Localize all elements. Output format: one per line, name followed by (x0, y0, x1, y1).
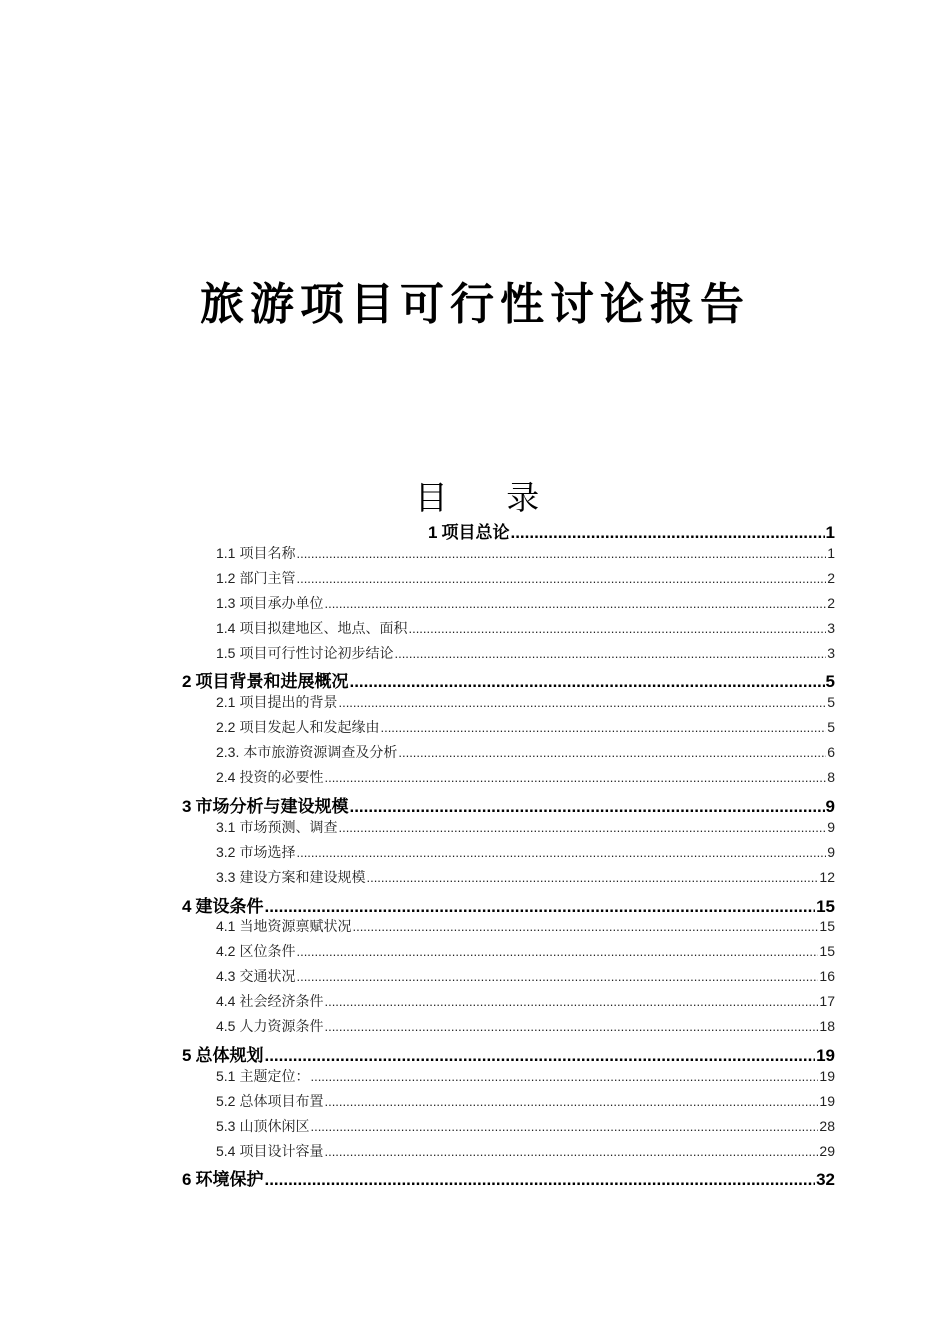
document-title: 旅游项目可行性讨论报告 (200, 279, 750, 330)
toc-section-entry[interactable] (216, 842, 835, 867)
toc-dot-leader (398, 745, 826, 760)
toc-page-number: 9 (827, 843, 835, 860)
toc-section-entry[interactable] (216, 1066, 835, 1091)
toc-entry-number: 1.4 (216, 619, 236, 636)
toc-entry-number: 4.4 (216, 993, 236, 1010)
toc-chapter-entry[interactable] (428, 518, 835, 543)
toc-page-number: 28 (819, 1117, 835, 1134)
toc-entry-title: 总体规划 (195, 1045, 264, 1065)
toc-dot-leader (296, 969, 818, 984)
toc-dot-leader (296, 571, 826, 586)
toc-entry-title: 交通状况 (239, 969, 296, 986)
toc-section-entry[interactable] (216, 568, 835, 593)
toc-section-entry[interactable] (216, 593, 835, 618)
toc-entry-number: 3.1 (216, 818, 236, 835)
toc-entry-number: 2.4 (216, 769, 236, 785)
toc-section-entry[interactable] (216, 1091, 835, 1116)
toc-entry-title: 投资的必要性 (239, 770, 324, 786)
toc-section-entry[interactable] (216, 1141, 835, 1166)
toc-entry-number: 5.3 (216, 1117, 236, 1134)
toc-section-entry[interactable] (216, 717, 835, 742)
toc-page-number: 19 (816, 1045, 835, 1065)
toc-entry-title: 市场分析与建设规模 (195, 796, 349, 816)
toc-dot-leader (394, 646, 826, 661)
toc-page-number: 9 (827, 818, 835, 835)
toc-entry-number: 4.3 (216, 968, 236, 985)
toc-page-number: 9 (825, 796, 835, 816)
toc-entry-number: 2 (182, 672, 192, 692)
toc-entry-title: 社会经济条件 (239, 994, 324, 1011)
toc-entry-title: 总体项目布置 (239, 1093, 324, 1110)
toc-dot-leader (349, 797, 824, 817)
toc-entry-title: 项目提出的背景 (239, 695, 338, 712)
toc-section-entry[interactable] (216, 941, 835, 966)
toc-dot-leader (324, 596, 826, 611)
toc-dot-leader (264, 897, 815, 917)
toc-section-entry[interactable] (216, 692, 835, 717)
toc-page-number: 1 (827, 544, 835, 561)
toc-chapter-entry[interactable] (182, 667, 835, 692)
toc-entry-number: 4.2 (216, 943, 236, 960)
toc-page-number: 5 (825, 672, 835, 692)
toc-dot-leader (264, 1170, 815, 1190)
toc-entry-title: 项目设计容量 (239, 1143, 324, 1160)
toc-page-number: 1 (825, 523, 835, 542)
toc-entry-number: 3.3 (216, 868, 236, 885)
toc-dot-leader (366, 870, 818, 885)
toc-section-entry[interactable] (216, 543, 835, 568)
toc-entry-number: 2.3. (216, 744, 240, 761)
toc-entry-title: 项目可行性讨论初步结论 (239, 645, 394, 662)
toc-entry-number: 5.4 (216, 1142, 236, 1159)
toc-section-entry[interactable] (216, 867, 835, 892)
toc-page-number: 6 (827, 744, 835, 761)
toc-chapter-entry[interactable] (182, 792, 835, 817)
toc-entry-number: 5.2 (216, 1092, 236, 1109)
toc-entry-number: 6 (182, 1170, 192, 1190)
toc-section-entry[interactable] (216, 618, 835, 643)
toc-page-number: 5 (827, 719, 835, 736)
toc-entry-number: 1.3 (216, 594, 236, 611)
toc-entry-title: 本市旅游资源调查及分析 (243, 745, 398, 762)
toc-entry-number: 2.1 (216, 694, 236, 711)
toc-entry-title: 山顶休闲区 (239, 1118, 310, 1135)
toc-entry-title: 区位条件 (239, 944, 296, 961)
toc-dot-leader (296, 845, 826, 860)
toc-page-number: 15 (819, 918, 835, 935)
toc-dot-leader (338, 820, 826, 835)
toc-dot-leader (324, 1144, 818, 1159)
toc-page-number: 8 (827, 769, 835, 785)
toc-heading: 目 录 (414, 478, 564, 517)
toc-entry-title: 环境保护 (195, 1170, 264, 1190)
toc-entry-number: 1.2 (216, 569, 236, 586)
toc-entry-number: 1.5 (216, 644, 236, 661)
toc-entry-title: 项目发起人和发起缘由 (239, 720, 380, 737)
toc-dot-leader (510, 523, 824, 543)
toc-section-entry[interactable] (216, 991, 835, 1016)
toc-page-number: 3 (827, 644, 835, 661)
toc-entry-title: 项目总论 (441, 523, 510, 542)
toc-entry-number: 5 (182, 1045, 192, 1065)
toc-page-number: 2 (827, 569, 835, 586)
toc-entry-number: 1 (428, 523, 438, 542)
toc-section-entry[interactable] (216, 1116, 835, 1141)
toc-dot-leader (324, 1019, 818, 1034)
toc-page-number: 3 (827, 619, 835, 636)
toc-entry-title: 项目拟建地区、地点、面积 (239, 620, 408, 637)
toc-chapter-entry[interactable] (182, 1165, 835, 1190)
toc-dot-leader (352, 919, 818, 934)
toc-section-entry[interactable] (216, 767, 835, 792)
toc-entry-title: 人力资源条件 (239, 1019, 324, 1035)
toc-entry-title: 项目承办单位 (239, 595, 324, 612)
toc-dot-leader (324, 770, 826, 785)
toc-page-number: 19 (819, 1092, 835, 1109)
toc-dot-leader (296, 944, 818, 959)
toc-section-entry[interactable] (216, 916, 835, 941)
toc-dot-leader (296, 546, 826, 561)
toc-entry-title: 部门主管 (239, 570, 296, 587)
toc-page-number: 17 (819, 993, 835, 1010)
toc-page-number: 15 (819, 943, 835, 960)
toc-entry-title: 市场预测、调查 (239, 819, 338, 836)
toc-page-number: 19 (819, 1067, 835, 1084)
toc-page-number: 12 (819, 868, 835, 885)
toc-dot-leader (349, 672, 824, 692)
toc-page-number: 15 (816, 896, 835, 916)
toc-dot-leader (264, 1046, 815, 1066)
toc-dot-leader (408, 621, 826, 636)
toc-page-number: 2 (827, 594, 835, 611)
toc-entry-number: 3.2 (216, 843, 236, 860)
toc-entry-number: 3 (182, 796, 192, 816)
toc-dot-leader (324, 1094, 818, 1109)
toc-entry-number: 1.1 (216, 544, 236, 561)
toc-entry-title: 项目背景和进展概况 (195, 672, 349, 692)
toc-entry-number: 4.5 (216, 1018, 236, 1034)
toc-entry-title: 建设条件 (195, 896, 264, 916)
toc-entry-title: 主题定位： (239, 1068, 310, 1085)
toc-section-entry[interactable] (216, 643, 835, 668)
toc-dot-leader (338, 695, 826, 710)
toc-entry-number: 4.1 (216, 918, 236, 935)
toc-section-entry[interactable] (216, 966, 835, 991)
toc-entry-number: 5.1 (216, 1067, 236, 1084)
toc-dot-leader (324, 994, 818, 1009)
toc-page-number: 32 (816, 1170, 835, 1190)
toc-dot-leader (310, 1119, 818, 1134)
toc-dot-leader (310, 1069, 818, 1084)
toc-section-entry[interactable] (216, 817, 835, 842)
toc-entry-title: 项目名称 (239, 545, 296, 562)
toc-section-entry[interactable] (216, 1016, 835, 1041)
toc-section-entry[interactable] (216, 742, 835, 767)
toc-chapter-entry[interactable] (182, 892, 835, 917)
toc-entry-number: 2.2 (216, 719, 236, 736)
toc-entry-title: 建设方案和建设规模 (239, 869, 366, 886)
toc-entry-number: 4 (182, 896, 192, 916)
toc-page-number: 5 (827, 694, 835, 711)
toc-entry-title: 当地资源禀赋状况 (239, 919, 352, 936)
toc-page-number: 18 (819, 1018, 835, 1034)
toc-page-number: 29 (819, 1142, 835, 1159)
toc-entry-title: 市场选择 (239, 844, 296, 861)
toc-chapter-entry[interactable] (182, 1041, 835, 1066)
toc-dot-leader (380, 720, 826, 735)
toc-page-number: 16 (819, 968, 835, 985)
